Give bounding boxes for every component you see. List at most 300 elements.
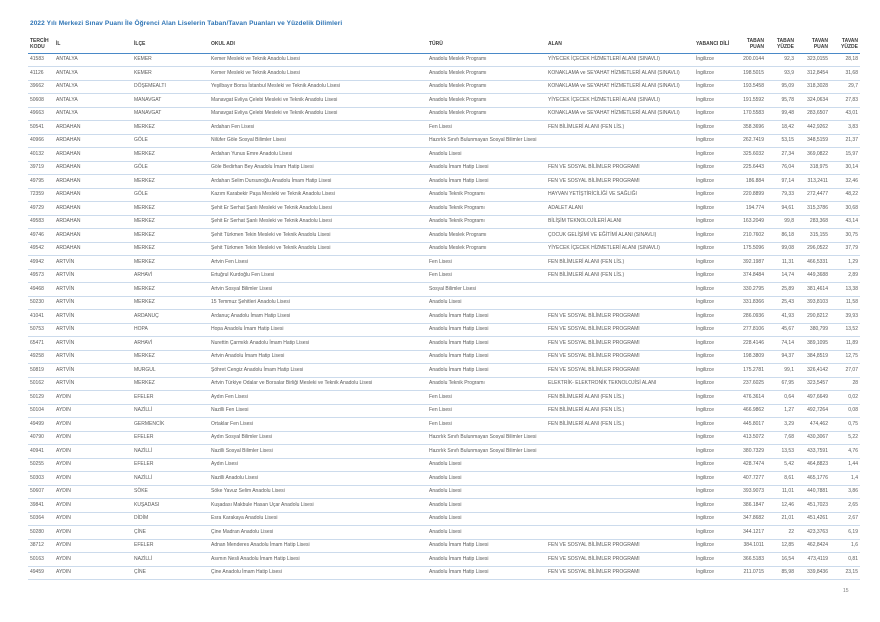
cell-taban-yuzde: 14,74 — [766, 269, 796, 283]
cell-turu: Fen Lisesi — [427, 404, 546, 418]
cell-yabanci-dili: İngilizce — [694, 539, 732, 553]
cell-alan: YİYECEK İÇECEK HİZMETLERİ ALANI (SINAVLI) — [546, 53, 694, 67]
cell-okul-adi: Manavgat Evliya Çelebi Mesleki ve Teknik Anadolu Lisesi — [209, 107, 427, 121]
cell-ilce: MERKEZ — [132, 350, 209, 364]
cell-taban-yuzde: 92,3 — [766, 53, 796, 67]
cell-taban-puan: 175.2781 — [732, 364, 766, 378]
cell-okul-adi: Asımın Nesli Anadolu İmam Hatip Lisesi — [209, 553, 427, 567]
cell-alan: FEN BİLİMLERİ ALANI (FEN LİS.) — [546, 121, 694, 135]
cell-taban-puan: 191.5592 — [732, 94, 766, 108]
cell-alan — [546, 296, 694, 310]
cell-tavan-yuzde: 27,07 — [830, 364, 860, 378]
cell-ilce: ARHAVİ — [132, 337, 209, 351]
cell-taban-puan: 392.1987 — [732, 256, 766, 270]
cell-taban-yuzde: 74,14 — [766, 337, 796, 351]
cell-yabanci-dili: İngilizce — [694, 148, 732, 162]
cell-taban-puan: 476.3614 — [732, 391, 766, 405]
cell-ilce: EFELER — [132, 539, 209, 553]
cell-tercih-kodu: 49499 — [28, 418, 54, 432]
cell-yabanci-dili: İngilizce — [694, 80, 732, 94]
cell-okul-adi: Nazilli Sosyal Bilimler Lisesi — [209, 445, 427, 459]
cell-tavan-puan: 272,4477 — [796, 188, 830, 202]
cell-tavan-yuzde: 6,19 — [830, 526, 860, 540]
cell-yabanci-dili: İngilizce — [694, 472, 732, 486]
cell-tavan-puan: 369,0822 — [796, 148, 830, 162]
cell-alan — [546, 283, 694, 297]
cell-alan: FEN VE SOSYAL BİLİMLER PROGRAMI — [546, 566, 694, 580]
cell-taban-yuzde: 22 — [766, 526, 796, 540]
cell-okul-adi: Şehit Türkmen Tekin Mesleki ve Teknik Anadolu Lisesi — [209, 229, 427, 243]
cell-tavan-yuzde: 28,18 — [830, 53, 860, 67]
cell-tavan-puan: 430,3067 — [796, 431, 830, 445]
cell-tercih-kodu: 50162 — [28, 377, 54, 391]
cell-tercih-kodu: 50608 — [28, 94, 54, 108]
table-row — [28, 80, 860, 94]
cell-tercih-kodu: 38712 — [28, 539, 54, 553]
cell-okul-adi: Kuşadası Makbule Hasan Uçar Anadolu Lisesi — [209, 499, 427, 513]
cell-ilce: DÖŞEMEALTI — [132, 80, 209, 94]
cell-tavan-puan: 312,8454 — [796, 67, 830, 81]
cell-alan — [546, 458, 694, 472]
cell-alan — [546, 148, 694, 162]
cell-yabanci-dili: İngilizce — [694, 553, 732, 567]
table-row — [28, 94, 860, 108]
table-row — [28, 418, 860, 432]
cell-okul-adi: Nazilli Fen Lisesi — [209, 404, 427, 418]
cell-taban-puan: 286.0936 — [732, 310, 766, 324]
cell-taban-puan: 210.7602 — [732, 229, 766, 243]
cell-tavan-puan: 380,799 — [796, 323, 830, 337]
cell-ilce: MERKEZ — [132, 242, 209, 256]
cell-turu: Sosyal Bilimler Lisesi — [427, 283, 546, 297]
cell-tavan-yuzde: 48,22 — [830, 188, 860, 202]
cell-taban-puan: 330.2795 — [732, 283, 766, 297]
cell-ilce: MERKEZ — [132, 175, 209, 189]
table-row — [28, 404, 860, 418]
cell-il: AYDIN — [54, 539, 132, 553]
cell-ilce: ÇİNE — [132, 526, 209, 540]
cell-alan: BİLİŞİM TEKNOLOJİLERİ ALANI — [546, 215, 694, 229]
cell-okul-adi: Aydın Fen Lisesi — [209, 391, 427, 405]
cell-il: ARDAHAN — [54, 148, 132, 162]
cell-taban-yuzde: 99,1 — [766, 364, 796, 378]
cell-taban-yuzde: 7,68 — [766, 431, 796, 445]
cell-taban-yuzde: 95,09 — [766, 80, 796, 94]
results-table-body — [28, 53, 860, 580]
cell-turu: Anadolu Lisesi — [427, 148, 546, 162]
page-title: 2022 Yılı Merkezi Sınav Puanı İle Öğrenci Alan Liselerin Taban/Tavan Puanları ve Yüzdelik Dilimleri — [30, 20, 343, 27]
cell-tercih-kodu: 50303 — [28, 472, 54, 486]
cell-alan: FEN BİLİMLERİ ALANI (FEN LİS.) — [546, 256, 694, 270]
cell-tavan-yuzde: 2,65 — [830, 499, 860, 513]
cell-taban-puan: 193.5458 — [732, 80, 766, 94]
cell-taban-yuzde: 99,08 — [766, 242, 796, 256]
cell-ilce: KEMER — [132, 67, 209, 81]
cell-tavan-puan: 339,8436 — [796, 566, 830, 580]
cell-il: ANTALYA — [54, 67, 132, 81]
cell-tercih-kodu: 49746 — [28, 229, 54, 243]
column-header-taban-puan: TABAN PUAN — [732, 37, 766, 53]
cell-tavan-yuzde: 1,4 — [830, 472, 860, 486]
cell-ilce: MANAVGAT — [132, 107, 209, 121]
cell-yabanci-dili: İngilizce — [694, 566, 732, 580]
cell-yabanci-dili: İngilizce — [694, 215, 732, 229]
cell-alan: KONAKLAMA ve SEYAHAT HİZMETLERİ ALANI (SINAVLI) — [546, 67, 694, 81]
cell-taban-puan: 331.8366 — [732, 296, 766, 310]
cell-alan: ADALET ALANI — [546, 202, 694, 216]
cell-ilce: MERKEZ — [132, 148, 209, 162]
cell-tercih-kodu: 49795 — [28, 175, 54, 189]
cell-tavan-yuzde: 11,89 — [830, 337, 860, 351]
cell-okul-adi: Ardahan Yunus Emre Anadolu Lisesi — [209, 148, 427, 162]
cell-tavan-yuzde: 29,7 — [830, 80, 860, 94]
cell-tercih-kodu: 50819 — [28, 364, 54, 378]
cell-turu: Anadolu Teknik Programı — [427, 377, 546, 391]
cell-tercih-kodu: 65471 — [28, 337, 54, 351]
cell-tavan-puan: 315,155 — [796, 229, 830, 243]
cell-il: ANTALYA — [54, 107, 132, 121]
cell-okul-adi: Ardahan Fen Lisesi — [209, 121, 427, 135]
cell-il: ARTVİN — [54, 337, 132, 351]
cell-taban-yuzde: 0,64 — [766, 391, 796, 405]
cell-alan — [546, 499, 694, 513]
cell-taban-yuzde: 27,34 — [766, 148, 796, 162]
table-row — [28, 242, 860, 256]
cell-tavan-yuzde: 3,83 — [830, 121, 860, 135]
cell-taban-puan: 228.4146 — [732, 337, 766, 351]
table-row — [28, 310, 860, 324]
table-header-row — [28, 37, 860, 53]
cell-taban-yuzde: 99,48 — [766, 107, 796, 121]
cell-taban-puan: 198.5015 — [732, 67, 766, 81]
cell-tercih-kodu: 50104 — [28, 404, 54, 418]
column-header-tavan-yuzde: TAVAN YÜZDE — [830, 37, 860, 53]
cell-tercih-kodu: 50280 — [28, 526, 54, 540]
cell-yabanci-dili: İngilizce — [694, 256, 732, 270]
cell-taban-puan: 445.8017 — [732, 418, 766, 432]
cell-il: ARDAHAN — [54, 242, 132, 256]
cell-okul-adi: Çine Anadolu İmam Hatip Lisesi — [209, 566, 427, 580]
cell-il: ANTALYA — [54, 94, 132, 108]
cell-okul-adi: Artvin Anadolu İmam Hatip Lisesi — [209, 350, 427, 364]
cell-alan: KONAKLAMA ve SEYAHAT HİZMETLERİ ALANI (SINAVLI) — [546, 107, 694, 121]
cell-tavan-yuzde: 3,86 — [830, 485, 860, 499]
cell-okul-adi: Manavgat Evliya Çelebi Mesleki ve Teknik Anadolu Lisesi — [209, 94, 427, 108]
cell-yabanci-dili: İngilizce — [694, 229, 732, 243]
cell-tavan-yuzde: 39,93 — [830, 310, 860, 324]
cell-taban-puan: 175.5096 — [732, 242, 766, 256]
table-row — [28, 229, 860, 243]
cell-ilce: DİDİM — [132, 512, 209, 526]
cell-tercih-kodu: 49729 — [28, 202, 54, 216]
cell-alan: FEN VE SOSYAL BİLİMLER PROGRAMI — [546, 337, 694, 351]
cell-turu: Anadolu Meslek Programı — [427, 229, 546, 243]
cell-taban-yuzde: 93,9 — [766, 67, 796, 81]
cell-taban-puan: 347.8682 — [732, 512, 766, 526]
cell-yabanci-dili: İngilizce — [694, 323, 732, 337]
cell-okul-adi: Adnan Menderes Anadolu İmam Hatip Lisesi — [209, 539, 427, 553]
cell-tercih-kodu: 39662 — [28, 80, 54, 94]
cell-tavan-puan: 466,5331 — [796, 256, 830, 270]
cell-taban-yuzde: 41,93 — [766, 310, 796, 324]
cell-tavan-yuzde: 2,89 — [830, 269, 860, 283]
table-row — [28, 296, 860, 310]
cell-turu: Anadolu Meslek Programı — [427, 242, 546, 256]
cell-alan: FEN BİLİMLERİ ALANI (FEN LİS.) — [546, 391, 694, 405]
cell-tercih-kodu: 40941 — [28, 445, 54, 459]
cell-okul-adi: Kemer Mesleki ve Teknik Anadolu Lisesi — [209, 53, 427, 67]
cell-ilce: NAZİLLİ — [132, 553, 209, 567]
cell-ilce: KUŞADASI — [132, 499, 209, 513]
table-row — [28, 458, 860, 472]
cell-taban-puan: 220.8899 — [732, 188, 766, 202]
cell-taban-yuzde: 45,67 — [766, 323, 796, 337]
cell-tavan-puan: 323,5457 — [796, 377, 830, 391]
cell-tercih-kodu: 49542 — [28, 242, 54, 256]
cell-turu: Anadolu İmam Hatip Lisesi — [427, 553, 546, 567]
cell-ilce: NAZİLLİ — [132, 472, 209, 486]
cell-alan: FEN BİLİMLERİ ALANI (FEN LİS.) — [546, 404, 694, 418]
cell-tavan-puan: 283,6507 — [796, 107, 830, 121]
cell-alan: FEN VE SOSYAL BİLİMLER PROGRAMI — [546, 364, 694, 378]
cell-tavan-puan: 497,6649 — [796, 391, 830, 405]
cell-il: ARTVİN — [54, 283, 132, 297]
cell-ilce: EFELER — [132, 431, 209, 445]
cell-taban-puan: 211.0715 — [732, 566, 766, 580]
cell-tavan-yuzde: 4,76 — [830, 445, 860, 459]
cell-ilce: ARDANUÇ — [132, 310, 209, 324]
cell-taban-yuzde: 53,15 — [766, 134, 796, 148]
cell-taban-puan: 262.7419 — [732, 134, 766, 148]
cell-il: AYDIN — [54, 431, 132, 445]
cell-taban-puan: 407.7277 — [732, 472, 766, 486]
cell-alan: FEN VE SOSYAL BİLİMLER PROGRAMI — [546, 323, 694, 337]
cell-turu: Anadolu Meslek Programı — [427, 94, 546, 108]
cell-taban-yuzde: 25,43 — [766, 296, 796, 310]
cell-okul-adi: Kemer Mesleki ve Teknik Anadolu Lisesi — [209, 67, 427, 81]
cell-taban-yuzde: 94,61 — [766, 202, 796, 216]
cell-okul-adi: Ardanuç Anadolu İmam Hatip Lisesi — [209, 310, 427, 324]
cell-okul-adi: Hopa Anadolu İmam Hatip Lisesi — [209, 323, 427, 337]
cell-tavan-yuzde: 31,68 — [830, 67, 860, 81]
table-row — [28, 107, 860, 121]
cell-il: ARDAHAN — [54, 161, 132, 175]
cell-tavan-puan: 474,462 — [796, 418, 830, 432]
cell-turu: Anadolu Lisesi — [427, 512, 546, 526]
cell-taban-puan: 358.3696 — [732, 121, 766, 135]
cell-ilce: MERKEZ — [132, 202, 209, 216]
cell-taban-yuzde: 18,42 — [766, 121, 796, 135]
cell-tercih-kodu: 41583 — [28, 53, 54, 67]
cell-taban-yuzde: 85,98 — [766, 566, 796, 580]
cell-alan: FEN VE SOSYAL BİLİMLER PROGRAMI — [546, 539, 694, 553]
cell-il: ARDAHAN — [54, 229, 132, 243]
cell-okul-adi: Yeşilbayır Borsa İstanbul Mesleki ve Teknik Anadolu Lisesi — [209, 80, 427, 94]
cell-turu: Anadolu Meslek Programı — [427, 107, 546, 121]
cell-taban-puan: 366.5183 — [732, 553, 766, 567]
cell-okul-adi: Söke Yavuz Selim Anadolu Lisesi — [209, 485, 427, 499]
cell-tavan-puan: 451,4261 — [796, 512, 830, 526]
cell-okul-adi: Şehit Er Serhat Şanlı Mesleki ve Teknik Anadolu Lisesi — [209, 202, 427, 216]
cell-tercih-kodu: 39719 — [28, 161, 54, 175]
cell-ilce: MERKEZ — [132, 296, 209, 310]
cell-turu: Fen Lisesi — [427, 256, 546, 270]
table-row — [28, 499, 860, 513]
cell-turu: Anadolu Teknik Programı — [427, 188, 546, 202]
cell-taban-yuzde: 79,33 — [766, 188, 796, 202]
cell-il: AYDIN — [54, 458, 132, 472]
table-row — [28, 472, 860, 486]
table-row — [28, 553, 860, 567]
cell-turu: Anadolu Lisesi — [427, 499, 546, 513]
cell-taban-yuzde: 1,27 — [766, 404, 796, 418]
cell-alan: FEN BİLİMLERİ ALANI (FEN LİS.) — [546, 418, 694, 432]
cell-tavan-yuzde: 11,58 — [830, 296, 860, 310]
column-header-ilce: İLÇE — [132, 37, 209, 53]
table-row — [28, 53, 860, 67]
cell-tavan-puan: 381,4614 — [796, 283, 830, 297]
table-row — [28, 256, 860, 270]
table-row — [28, 431, 860, 445]
column-header-taban-yuzde: TABAN YÜZDE — [766, 37, 796, 53]
table-row — [28, 215, 860, 229]
cell-okul-adi: 15 Temmuz Şehitleri Anadolu Lisesi — [209, 296, 427, 310]
cell-tercih-kodu: 50753 — [28, 323, 54, 337]
column-header-tavan-puan: TAVAN PUAN — [796, 37, 830, 53]
table-row — [28, 512, 860, 526]
cell-turu: Anadolu Lisesi — [427, 472, 546, 486]
cell-tavan-puan: 492,7264 — [796, 404, 830, 418]
table-row — [28, 539, 860, 553]
cell-ilce: ARHAVİ — [132, 269, 209, 283]
cell-tavan-yuzde: 0,81 — [830, 553, 860, 567]
cell-tavan-puan: 323,0155 — [796, 53, 830, 67]
table-row — [28, 391, 860, 405]
cell-il: ANTALYA — [54, 80, 132, 94]
cell-ilce: NAZİLLİ — [132, 404, 209, 418]
cell-okul-adi: Artvin Türkiye Odalar ve Borsalar Birliği Mesleki ve Teknik Anadolu Lisesi — [209, 377, 427, 391]
cell-taban-yuzde: 3,29 — [766, 418, 796, 432]
cell-tavan-puan: 433,7591 — [796, 445, 830, 459]
cell-tavan-puan: 462,8424 — [796, 539, 830, 553]
cell-taban-yuzde: 16,54 — [766, 553, 796, 567]
cell-taban-puan: 325.6032 — [732, 148, 766, 162]
cell-taban-puan: 277.8106 — [732, 323, 766, 337]
cell-ilce: MERKEZ — [132, 229, 209, 243]
cell-turu: Anadolu İmam Hatip Lisesi — [427, 175, 546, 189]
cell-tavan-yuzde: 1,29 — [830, 256, 860, 270]
table-row — [28, 175, 860, 189]
cell-turu: Anadolu Lisesi — [427, 526, 546, 540]
cell-tavan-yuzde: 2,67 — [830, 512, 860, 526]
cell-yabanci-dili: İngilizce — [694, 512, 732, 526]
cell-okul-adi: Kazım Karabekir Paşa Mesleki ve Teknik Anadolu Lisesi — [209, 188, 427, 202]
cell-tavan-yuzde: 0,02 — [830, 391, 860, 405]
cell-il: ARTVİN — [54, 350, 132, 364]
table-row — [28, 445, 860, 459]
cell-taban-puan: 200.0144 — [732, 53, 766, 67]
cell-turu: Anadolu Meslek Programı — [427, 53, 546, 67]
page-number: 15 — [843, 588, 849, 594]
cell-taban-puan: 380.7329 — [732, 445, 766, 459]
cell-ilce: MERKEZ — [132, 283, 209, 297]
cell-il: ARTVİN — [54, 296, 132, 310]
cell-ilce: HOPA — [132, 323, 209, 337]
cell-alan: FEN VE SOSYAL BİLİMLER PROGRAMI — [546, 553, 694, 567]
cell-il: AYDIN — [54, 445, 132, 459]
cell-il: ARTVİN — [54, 310, 132, 324]
cell-tavan-yuzde: 1,6 — [830, 539, 860, 553]
cell-tercih-kodu: 50364 — [28, 512, 54, 526]
cell-ilce: GÖLE — [132, 134, 209, 148]
cell-tercih-kodu: 40132 — [28, 148, 54, 162]
cell-okul-adi: Nurettin Çarmıklı Anadolu İmam Hatip Lisesi — [209, 337, 427, 351]
cell-tavan-puan: 423,3763 — [796, 526, 830, 540]
cell-tavan-puan: 348,5159 — [796, 134, 830, 148]
cell-yabanci-dili: İngilizce — [694, 134, 732, 148]
cell-tercih-kodu: 49468 — [28, 283, 54, 297]
cell-tercih-kodu: 50230 — [28, 296, 54, 310]
cell-il: ARDAHAN — [54, 188, 132, 202]
cell-taban-puan: 374.8484 — [732, 269, 766, 283]
table-row — [28, 566, 860, 580]
cell-ilce: MERKEZ — [132, 121, 209, 135]
cell-il: AYDIN — [54, 404, 132, 418]
cell-taban-yuzde: 94,37 — [766, 350, 796, 364]
cell-alan — [546, 445, 694, 459]
cell-tavan-puan: 449,3688 — [796, 269, 830, 283]
cell-tercih-kodu: 40966 — [28, 134, 54, 148]
cell-turu: Fen Lisesi — [427, 269, 546, 283]
cell-ilce: EFELER — [132, 391, 209, 405]
cell-yabanci-dili: İngilizce — [694, 269, 732, 283]
cell-alan: ÇOCUK GELİŞİMİ VE EĞİTİMİ ALANI (SINAVLI) — [546, 229, 694, 243]
cell-taban-puan: 194.774 — [732, 202, 766, 216]
cell-alan: FEN VE SOSYAL BİLİMLER PROGRAMI — [546, 350, 694, 364]
cell-il: AYDIN — [54, 526, 132, 540]
cell-tavan-yuzde: 30,75 — [830, 229, 860, 243]
cell-yabanci-dili: İngilizce — [694, 526, 732, 540]
table-row — [28, 67, 860, 81]
cell-alan — [546, 431, 694, 445]
cell-yabanci-dili: İngilizce — [694, 161, 732, 175]
cell-tavan-puan: 324,0634 — [796, 94, 830, 108]
cell-ilce: GÖLE — [132, 161, 209, 175]
cell-taban-yuzde: 21,01 — [766, 512, 796, 526]
cell-taban-puan: 384.1011 — [732, 539, 766, 553]
cell-tavan-yuzde: 1,44 — [830, 458, 860, 472]
cell-tavan-puan: 473,4119 — [796, 553, 830, 567]
cell-tercih-kodu: 49583 — [28, 215, 54, 229]
cell-okul-adi: Ardahan Selim Dursunoğlu Anadolu İmam Hatip Lisesi — [209, 175, 427, 189]
cell-il: ARDAHAN — [54, 175, 132, 189]
cell-il: ARDAHAN — [54, 215, 132, 229]
cell-alan — [546, 526, 694, 540]
cell-yabanci-dili: İngilizce — [694, 431, 732, 445]
cell-tercih-kodu: 50607 — [28, 485, 54, 499]
cell-yabanci-dili: İngilizce — [694, 377, 732, 391]
cell-il: AYDIN — [54, 512, 132, 526]
cell-il: ARDAHAN — [54, 121, 132, 135]
cell-il: ARTVİN — [54, 256, 132, 270]
cell-alan: ELEKTRİK- ELEKTRONİK TEKNOLOJİSİ ALANI — [546, 377, 694, 391]
cell-tavan-puan: 384,8519 — [796, 350, 830, 364]
cell-il: ARTVİN — [54, 269, 132, 283]
cell-tavan-yuzde: 5,22 — [830, 431, 860, 445]
cell-tavan-yuzde: 43,01 — [830, 107, 860, 121]
cell-yabanci-dili: İngilizce — [694, 175, 732, 189]
cell-alan: HAYVAN YETİŞTİRİCİLİĞİ VE SAĞLIĞI — [546, 188, 694, 202]
